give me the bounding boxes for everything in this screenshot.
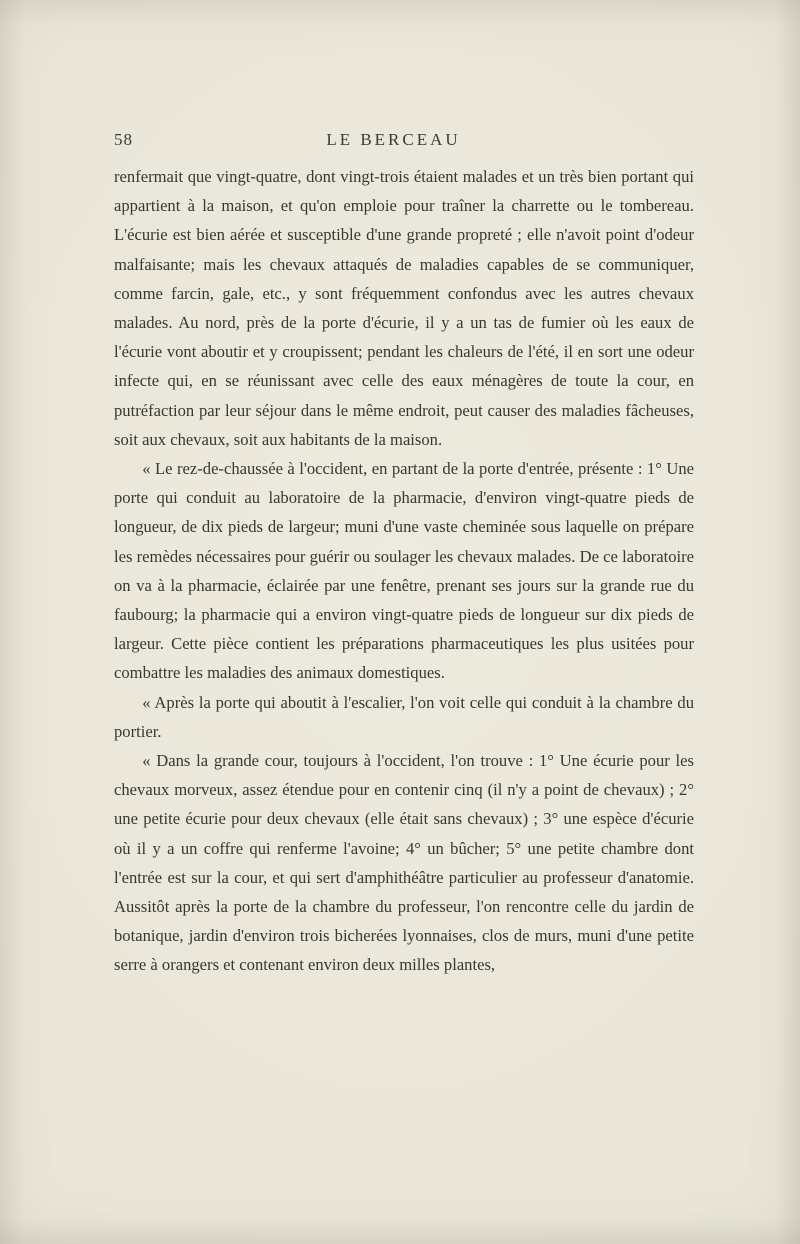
page-header [114, 130, 694, 150]
paragraph: « Le rez-de-chaussée à l'occident, en partant de la porte d'entrée, présente : 1° Une porte qui conduit au laboratoire de la pharmacie, d'environ vingt-quatre pieds de longueur, de dix pieds de largeur; muni d'une vaste cheminée sous laquelle on prépare les remèdes nécessaires pour guérir ou soulager les chevaux malades. De ce laboratoire on va à la pharmacie, éclairée par une fenêtre, prenant ses jours sur la grande rue du faubourg; la pharmacie qui a environ vingt-quatre pieds de longueur sur dix pieds de largeur. Cette pièce contient les préparations pharmaceutiques les plus usitées pour combattre les maladies des animaux domestiques. [114, 459, 694, 683]
paragraph: « Après la porte qui aboutit à l'escalier, l'on voit celle qui conduit à la chambre du portier. [114, 692, 694, 741]
page-number: 58 [114, 130, 133, 149]
paragraph: renfermait que vingt-quatre, dont vingt-trois étaient malades et un très bien portant qui appartient à la maison, et qu'on emploie pour traîner la charrette ou le tombereau. L'écurie est bien aérée et susceptible d'une grande propreté ; elle n'avoit point d'odeur malfaisante; mais les chevaux attaqués de maladies capables de se communiquer, comme farcin, gale, etc., y sont fréquemment confondus avec les autres chevaux malades. Au nord, près de la porte d'écurie, il y a un tas de fumier où les eaux de l'écurie vont aboutir et y croupissent; pendant les chaleurs de l'été, il en sort une odeur infecte qui, en se réunissant avec celle des eaux ménagères de toute la cour, en putréfaction par leur séjour dans le même endroit, peut causer des maladies fâcheuses, soit aux chevaux, soit aux habitants de la maison. [114, 167, 694, 449]
body-text [114, 162, 694, 980]
running-title: LE BERCEAU [326, 130, 461, 149]
paragraph: « Dans la grande cour, toujours à l'occident, l'on trouve : 1° Une écurie pour les chevaux morveux, assez étendue pour en contenir cinq (il n'y a point de chevaux) ; 2° une petite écurie pour deux chevaux (elle était sans chevaux) ; 3° une espèce d'écurie où il y a un coffre qui renferme l'avoine; 4° un bûcher; 5° une petite chambre dont l'entrée est sur la cour, et qui sert d'amphithéâtre particulier au professeur d'anatomie. Aussitôt après la porte de la chambre du professeur, l'on rencontre celle du jardin de botanique, jardin d'environ trois bicherées lyonnaises, clos de murs, muni d'une petite serre à orangers et contenant environ deux milles plantes, [114, 751, 694, 975]
